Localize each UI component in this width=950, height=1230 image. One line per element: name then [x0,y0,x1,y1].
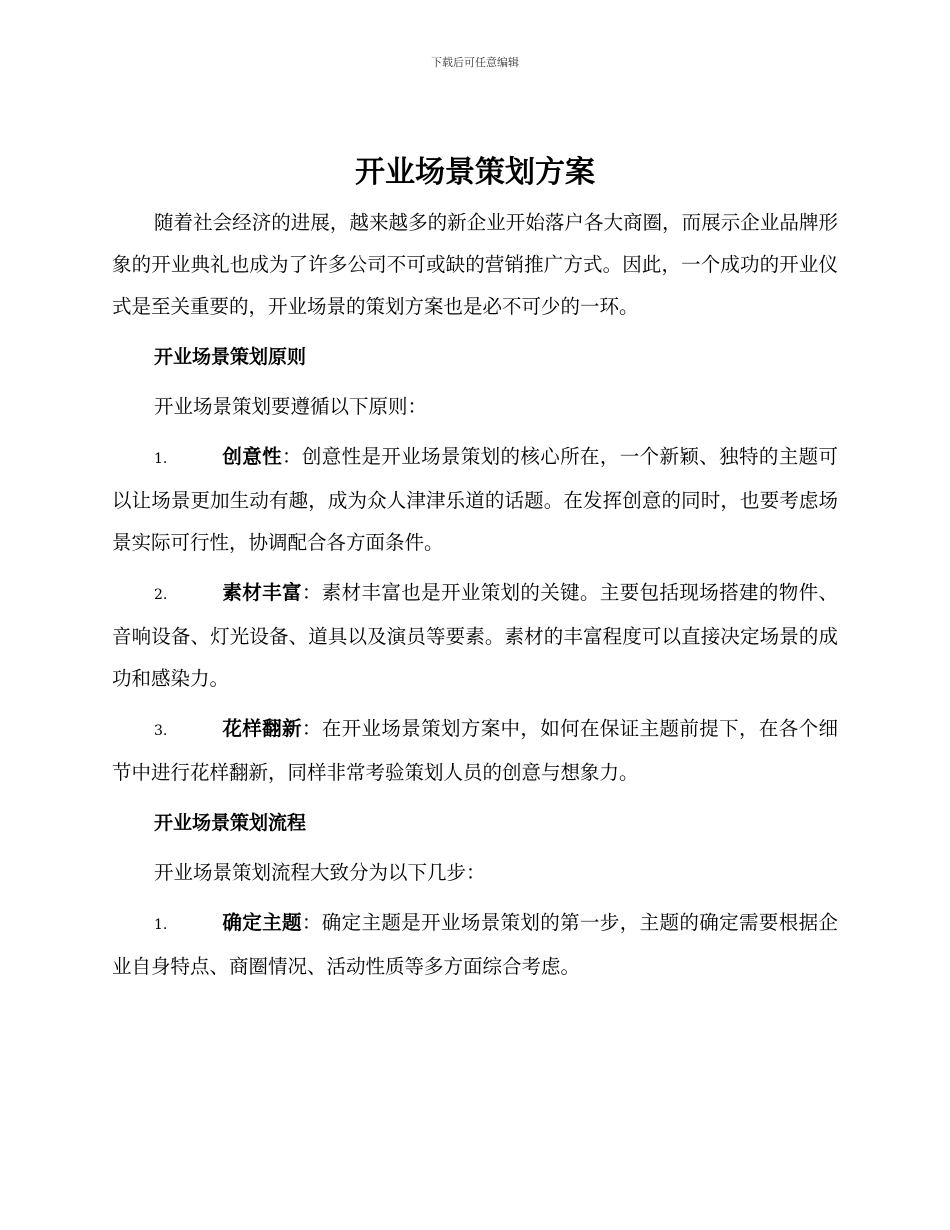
list-text: ：创意性是开业场景策划的核心所在，一个新颖、独特的主题可以让场景更加生动有趣，成为众人津津乐道的话题。在发挥创意的同时，也要考虑场景实际可行性，协调配合各方面条件。 [112,445,838,554]
section-lead-process: 开业场景策划流程大致分为以下几步： [154,861,486,884]
list-number: 1. [154,917,168,933]
document-title: 开业场景策划方案 [355,155,595,190]
page-header: 下载后可任意编辑 [431,56,519,69]
list-number: 1. [154,451,168,467]
list-term: 确定主题 [222,911,302,934]
list-term: 素材丰富 [222,581,302,604]
list-term: 创意性 [222,445,282,468]
section-heading-principles: 开业场景策划原则 [154,346,307,368]
list-item [112,708,838,794]
list-text: ：确定主题是开业场景策划的第一步，主题的确定需要根据企业自身特点、商圈情况、活动性质等多方面综合考虑。 [112,911,838,978]
section-heading-process: 开业场景策划流程 [154,812,307,834]
list-item [112,902,838,988]
list-item [112,572,838,700]
section-lead-principles: 开业场景策划要遵循以下原则： [154,395,428,418]
list-item [112,436,838,564]
list-term: 花样翻新 [222,717,302,740]
intro-paragraph: 随着社会经济的进展，越来越多的新企业开始落户各大商圈，而展示企业品牌形象的开业典礼也成为了许多公司不可或缺的营销推广方式。因此，一个成功的开业仪式是至关重要的，开业场景的策划方案也是必不可少的一环。 [112,211,838,318]
list-text: ：素材丰富也是开业策划的关键。主要包括现场搭建的物件、音响设备、灯光设备、道具以及演员等要素。素材的丰富程度可以直接决定场景的成功和感染力。 [112,581,838,690]
list-text: ：在开业场景策划方案中，如何在保证主题前提下，在各个细节中进行花样翻新，同样非常考验策划人员的创意与想象力。 [112,717,838,784]
list-number: 3. [154,723,168,739]
document-body [112,150,838,988]
list-number: 2. [154,587,168,603]
